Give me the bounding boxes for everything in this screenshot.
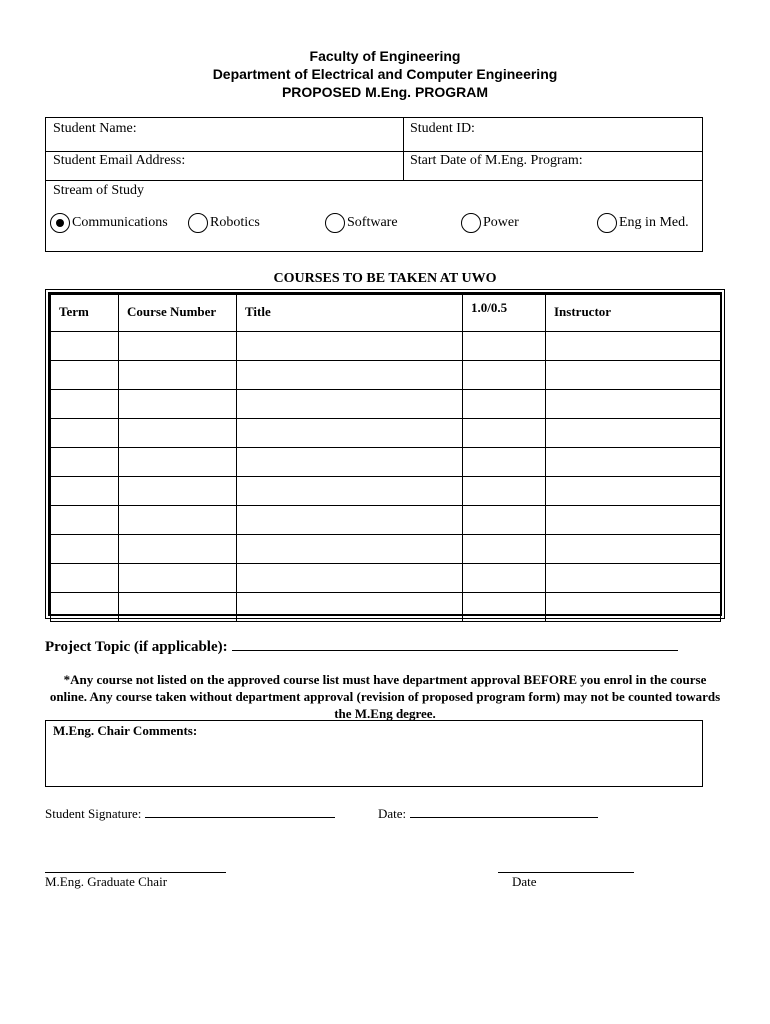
stream-option-label: Eng in Med. [619,215,689,230]
course-cell-credit[interactable] [463,506,546,535]
course-cell-course-number[interactable] [119,564,237,593]
course-cell-credit[interactable] [463,361,546,390]
chair-comments-box[interactable] [45,720,703,787]
chair-date-line[interactable] [498,872,634,873]
table-row [51,564,721,593]
student-date-line[interactable] [410,805,598,818]
student-signature-field[interactable] [45,805,335,822]
course-cell-title[interactable] [237,535,463,564]
stream-option-label: Power [483,215,519,230]
course-cell-credit[interactable] [463,332,546,361]
chair-signature-label: M.Eng. Graduate Chair [45,874,168,889]
divider [403,118,404,180]
table-row [51,448,721,477]
table-row [51,390,721,419]
course-cell-title[interactable] [237,361,463,390]
student-signature-label: Student Signature: [45,806,142,821]
approval-note: *Any course not listed on the approved course list must have department approval BEFORE you enrol in the course online. Any course taken without department approval (revision of proposed program form) may not be counted towards the M.Eng degree. [49,672,721,721]
course-cell-course-number[interactable] [119,332,237,361]
table-row [51,361,721,390]
course-cell-instructor[interactable] [546,361,721,390]
table-row [51,535,721,564]
course-cell-term[interactable] [51,477,119,506]
divider [46,151,702,152]
course-cell-credit[interactable] [463,535,546,564]
course-cell-credit[interactable] [463,593,546,622]
divider [46,180,702,181]
student-info-box [45,117,703,252]
course-cell-instructor[interactable] [546,506,721,535]
stream-option-communications[interactable] [50,213,168,233]
stream-option-robotics[interactable] [188,213,260,233]
project-topic-label: Project Topic (if applicable): [45,639,228,655]
department-title: Department of Electrical and Computer Engineering [212,66,558,82]
course-cell-title[interactable] [237,477,463,506]
stream-option-eng-in-med[interactable] [597,213,689,233]
course-cell-title[interactable] [237,593,463,622]
student-id-field[interactable]: Student ID: [410,121,475,136]
course-cell-term[interactable] [51,390,119,419]
course-cell-course-number[interactable] [119,506,237,535]
table-row [51,593,721,622]
course-cell-course-number[interactable] [119,361,237,390]
course-cell-course-number[interactable] [119,390,237,419]
course-cell-instructor[interactable] [546,390,721,419]
radio-unchecked-icon[interactable] [461,213,481,233]
column-header-course-number: Course Number [119,295,237,332]
course-cell-title[interactable] [237,419,463,448]
form-title: PROPOSED M.Eng. PROGRAM [281,84,489,100]
course-cell-instructor[interactable] [546,332,721,361]
column-header-term: Term [51,295,119,332]
course-cell-instructor[interactable] [546,593,721,622]
table-row [51,506,721,535]
student-signature-line[interactable] [145,805,335,818]
courses-section-title: COURSES TO BE TAKEN AT UWO [273,271,497,286]
radio-unchecked-icon[interactable] [325,213,345,233]
course-cell-credit[interactable] [463,419,546,448]
column-header-title: Title [237,295,463,332]
stream-option-label: Communications [72,215,168,230]
table-row [51,332,721,361]
course-cell-title[interactable] [237,390,463,419]
course-cell-instructor[interactable] [546,477,721,506]
student-date-field[interactable] [378,805,598,822]
course-cell-course-number[interactable] [119,593,237,622]
course-cell-course-number[interactable] [119,448,237,477]
table-row [51,419,721,448]
student-email-field[interactable]: Student Email Address: [53,153,186,168]
project-topic-line[interactable] [232,636,678,651]
course-cell-term[interactable] [51,535,119,564]
course-cell-term[interactable] [51,448,119,477]
faculty-title: Faculty of Engineering [309,48,461,64]
course-cell-instructor[interactable] [546,419,721,448]
course-cell-term[interactable] [51,332,119,361]
course-cell-title[interactable] [237,332,463,361]
course-cell-instructor[interactable] [546,564,721,593]
stream-option-label: Robotics [210,215,260,230]
radio-unchecked-icon[interactable] [188,213,208,233]
chair-date-label: Date [512,874,537,889]
course-cell-instructor[interactable] [546,535,721,564]
course-cell-course-number[interactable] [119,477,237,506]
chair-comments-label: M.Eng. Chair Comments: [53,723,198,738]
course-cell-title[interactable] [237,448,463,477]
stream-option-software[interactable] [325,213,398,233]
column-header-instructor: Instructor [546,295,721,332]
course-cell-course-number[interactable] [119,419,237,448]
course-cell-credit[interactable] [463,390,546,419]
course-cell-term[interactable] [51,419,119,448]
radio-checked-icon[interactable] [50,213,70,233]
student-name-field[interactable]: Student Name: [53,121,137,136]
start-date-field[interactable]: Start Date of M.Eng. Program: [410,153,583,168]
course-cell-term[interactable] [51,564,119,593]
stream-option-label: Software [347,215,398,230]
chair-signature-line[interactable] [45,872,226,873]
table-row [51,477,721,506]
course-cell-credit[interactable] [463,448,546,477]
course-rows [51,332,721,622]
courses-table [50,294,721,622]
course-cell-term[interactable] [51,361,119,390]
column-header-credit: 1.0/0.5 [463,295,546,332]
stream-of-study-label: Stream of Study [53,183,144,198]
course-cell-instructor[interactable] [546,448,721,477]
radio-unchecked-icon[interactable] [597,213,617,233]
form-header [0,47,770,101]
course-cell-term[interactable] [51,593,119,622]
project-topic-field[interactable] [45,636,678,656]
course-cell-title[interactable] [237,506,463,535]
course-cell-credit[interactable] [463,564,546,593]
course-cell-course-number[interactable] [119,535,237,564]
student-date-label: Date: [378,806,407,821]
course-cell-credit[interactable] [463,477,546,506]
stream-option-power[interactable] [461,213,519,233]
course-cell-term[interactable] [51,506,119,535]
table-header-row [51,295,721,332]
course-cell-title[interactable] [237,564,463,593]
